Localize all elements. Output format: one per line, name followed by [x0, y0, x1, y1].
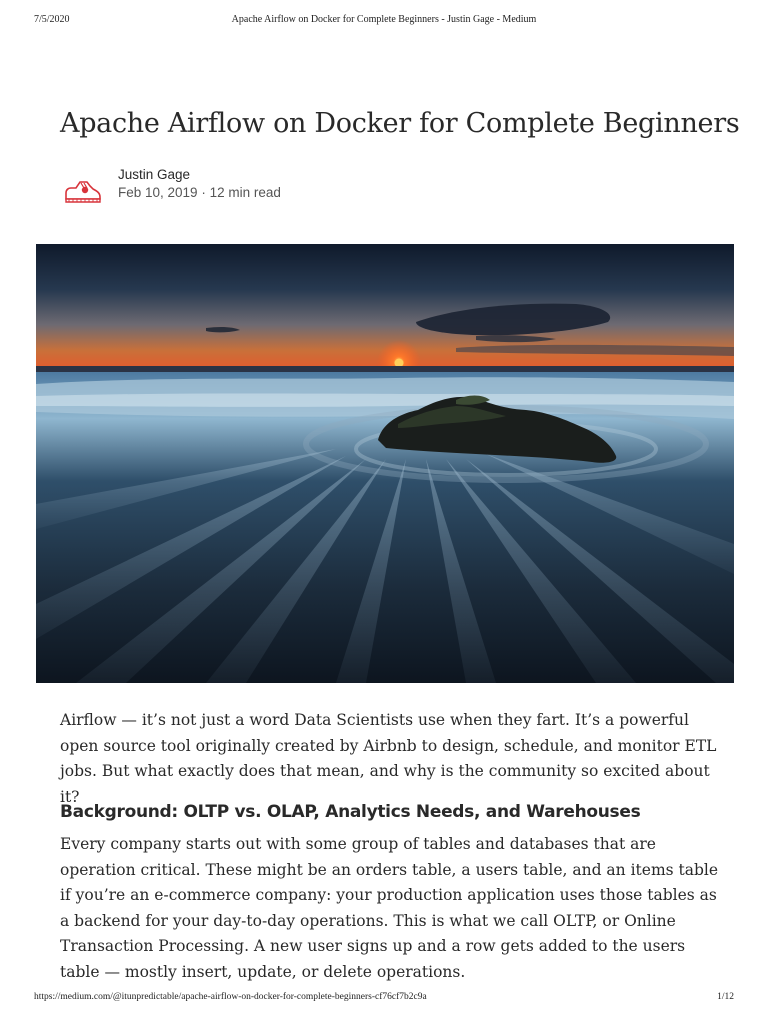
article-title: Apache Airflow on Docker for Complete Beginners: [60, 108, 740, 139]
section-heading: Background: OLTP vs. OLAP, Analytics Needs, and Warehouses: [60, 802, 641, 822]
meta-separator: ·: [197, 185, 210, 200]
read-time: 12 min read: [209, 185, 281, 200]
post-meta: [118, 185, 281, 200]
sneaker-icon[interactable]: [60, 169, 104, 209]
print-header: [34, 14, 734, 28]
print-doc-title: Apache Airflow on Docker for Complete Beginners - Justin Gage - Medium: [231, 14, 537, 25]
author-name[interactable]: Justin Gage: [118, 167, 191, 182]
publish-date: Feb 10, 2019: [118, 185, 198, 200]
print-date: 7/5/2020: [34, 14, 70, 25]
ocean-sunset-long-exposure-photo: [36, 244, 734, 683]
article-paragraph-1: Airflow — it’s not just a word Data Scientists use when they fart. It’s a powerful open source tool originally created by Airbnb to design, schedule, and monitor ETL jobs. But what exactly does that mean, and why is the community so excited about it?: [60, 711, 717, 806]
page-number: 1/12: [717, 992, 734, 1002]
article-paragraph-2: Every company starts out with some group of tables and databases that are operation critical. These might be an orders table, a users table, and an items table if you’re an e-commerce company: your production application uses those tables as a backend for your day-to-day operations. This is what we call OLTP, or Online Transaction Processing. A new user signs up and a row gets added to the users table — mostly insert, update, or delete operations.: [60, 835, 719, 981]
print-url[interactable]: https://medium.com/@itunpredictable/apache-airflow-on-docker-for-complete-beginners-cf76cf7b2c9a: [34, 992, 427, 1002]
print-footer: [34, 992, 734, 1004]
